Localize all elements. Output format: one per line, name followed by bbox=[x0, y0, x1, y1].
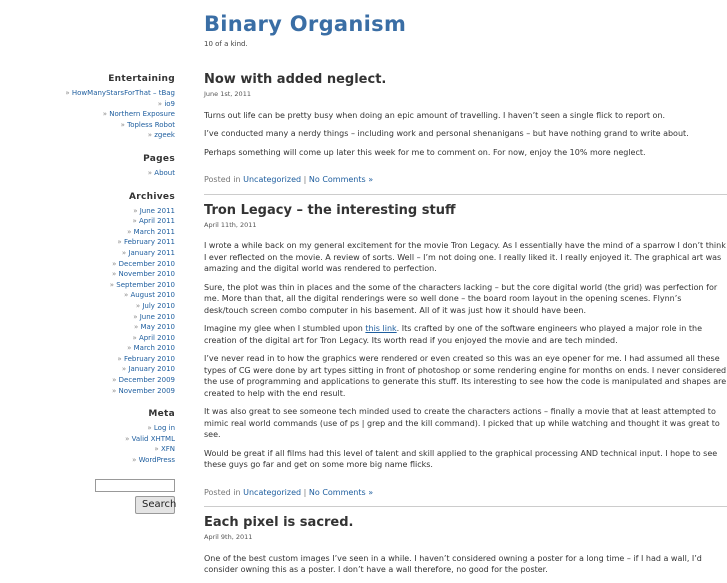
blogroll-link[interactable]: HowManyStarsForThat – tBag bbox=[71, 89, 175, 97]
blogroll-link[interactable]: zgeek bbox=[154, 131, 175, 140]
archive-link[interactable]: September 2010 bbox=[116, 280, 175, 289]
entertaining-heading: Entertaining bbox=[108, 74, 175, 84]
list-item: » May 2010 bbox=[133, 323, 175, 332]
blogroll-link[interactable]: Northern Exposure bbox=[109, 110, 175, 119]
meta-separator: | bbox=[303, 487, 307, 497]
list-item: » April 2011 bbox=[132, 217, 175, 226]
blogroll-link[interactable]: io9 bbox=[164, 99, 175, 108]
archive-link[interactable]: January 2011 bbox=[128, 248, 175, 257]
list-item: » November 2010 bbox=[112, 270, 175, 279]
archive-link[interactable]: June 2011 bbox=[139, 206, 175, 215]
post-date: April 9th, 2011 bbox=[204, 533, 253, 541]
category-link[interactable]: Uncategorized bbox=[243, 487, 302, 497]
post bbox=[204, 515, 727, 576]
post-paragraph: One of the best custom images I’ve seen in a while. I haven’t considered owning a poster for a long time – if I had a wall, I’d consider owning this as a poster. I don’t have a wall therefore, no good for the poster. bbox=[204, 553, 702, 574]
list-item: » io9 bbox=[157, 99, 175, 108]
site-tagline: 10 of a kind. bbox=[204, 40, 248, 48]
archive-link[interactable]: March 2011 bbox=[133, 227, 175, 236]
list-item: » July 2010 bbox=[135, 301, 175, 310]
list-item: » March 2010 bbox=[127, 344, 175, 353]
list-item: » April 2010 bbox=[132, 333, 175, 342]
post-paragraph: I’ve conducted many a nerdy things – including work and personal shenanigans – but have nothing grand to write about. bbox=[204, 129, 689, 138]
archive-link[interactable]: June 2010 bbox=[139, 312, 175, 321]
archive-link[interactable]: November 2010 bbox=[118, 270, 175, 279]
list-item: » August 2010 bbox=[123, 291, 175, 300]
post-date: April 11th, 2011 bbox=[204, 220, 257, 229]
post-paragraph bbox=[204, 323, 727, 346]
list-item: » December 2009 bbox=[112, 376, 175, 385]
archive-link[interactable]: December 2010 bbox=[118, 259, 175, 268]
sidebar bbox=[0, 74, 175, 514]
archive-link[interactable]: April 2010 bbox=[138, 333, 175, 342]
archive-link[interactable]: March 2010 bbox=[133, 344, 175, 353]
archives-list bbox=[0, 206, 175, 397]
site-header bbox=[204, 12, 406, 48]
site-title-link[interactable]: Binary Organism bbox=[204, 12, 407, 36]
list-item: » September 2010 bbox=[109, 280, 175, 289]
list-item: » Valid XHTML bbox=[125, 434, 175, 443]
wordpress-link[interactable]: WordPress bbox=[138, 456, 175, 465]
post bbox=[204, 72, 727, 186]
list-item: » February 2011 bbox=[117, 238, 175, 247]
list-item: » zgeek bbox=[147, 131, 175, 140]
post-title-link[interactable]: Each pixel is sacred. bbox=[204, 515, 354, 530]
comments-link[interactable]: No Comments » bbox=[308, 175, 374, 184]
list-item: » Log in bbox=[147, 424, 175, 433]
list-item: » March 2011 bbox=[127, 227, 175, 236]
post-paragraph: Turns out life can be pretty busy when doing an epic amount of travelling. I haven’t seen a single flick to report on. bbox=[204, 110, 666, 120]
list-item: » November 2009 bbox=[112, 386, 175, 395]
archive-link[interactable]: February 2010 bbox=[123, 354, 175, 363]
list-item: » January 2010 bbox=[121, 365, 175, 374]
list-item: » June 2011 bbox=[133, 206, 175, 215]
list-item: » February 2010 bbox=[117, 354, 175, 363]
list-item: » About bbox=[147, 168, 175, 177]
post-paragraph: I wrote a while back on my general excitement for the movie Tron Legacy. As I essentially have the mind of a sparrow I don’t think I ever reflected on the movie. A review of sorts. Well – I’m not doing one. I really liked it. I really enjoyed it. The graphical art was amazing and the digital world was rendered to perfection. bbox=[204, 241, 726, 273]
paragraph-text: . Its crafted by one of the software engineers who played a major role in the creation of the digital art for Tron Legacy. Its worth read if you enjoyed the movie and are tech minded. bbox=[204, 324, 703, 345]
valid-xhtml-link[interactable]: Valid XHTML bbox=[131, 434, 175, 443]
pages-list bbox=[0, 168, 175, 179]
archive-link[interactable]: August 2010 bbox=[130, 291, 175, 300]
pages-heading: Pages bbox=[143, 153, 175, 164]
comments-link[interactable]: No Comments » bbox=[308, 487, 374, 497]
archive-link[interactable]: February 2011 bbox=[123, 238, 175, 247]
list-item: » December 2010 bbox=[112, 259, 175, 268]
search-input[interactable] bbox=[95, 479, 175, 492]
post-divider bbox=[204, 194, 727, 195]
list-item: » HowManyStarsForThat – tBag bbox=[65, 89, 175, 97]
paragraph-text: Imagine my glee when I stumbled upon bbox=[204, 324, 366, 333]
post-date: June 1st, 2011 bbox=[204, 90, 251, 98]
posted-in-label: Posted in bbox=[204, 487, 241, 497]
archive-link[interactable]: May 2010 bbox=[140, 323, 175, 332]
this-link[interactable]: this link bbox=[365, 324, 397, 333]
main-content bbox=[204, 72, 727, 583]
meta-separator: | bbox=[303, 175, 307, 184]
entertaining-list bbox=[0, 88, 175, 141]
post-paragraph: I’ve never read in to how the graphics were rendered or even created so this was an eye opener for me. I had assumed all these types of CG were done by art types sitting in front of photoshop or some rendering engine for months on ends. I never considered the use of programming and applications to generate this stuff. Its interesting to see how the code is manipulated and shapes are created to help with the end result. bbox=[204, 354, 727, 398]
list-item: » Northern Exposure bbox=[102, 110, 175, 119]
list-item: » WordPress bbox=[132, 456, 175, 465]
page-link-about[interactable]: About bbox=[154, 168, 175, 177]
list-item: » January 2011 bbox=[121, 248, 175, 257]
post-paragraph: It was also great to see someone tech minded used to create the characters actions – finally a movie that at least attempted to mimic real world commands (use of ps | grep and the kill command). I picked that up while watching and thought it was great to see. bbox=[204, 407, 720, 439]
list-item: » XFN bbox=[154, 445, 175, 454]
meta-list bbox=[0, 423, 175, 465]
post-paragraph: Sure, the plot was thin in places and the some of the characters lacking – but the core digital world (the grid) was perfection for me. More than that, all the digital renderings were so well done – the board room layout in the opening scenes. Flynn’s desk/touch screen combo computer in his basement. All of it was just how it should have been. bbox=[204, 282, 718, 315]
search-form bbox=[0, 479, 175, 514]
post-title-link[interactable]: Now with added neglect. bbox=[204, 72, 387, 87]
archive-link[interactable]: April 2011 bbox=[138, 217, 175, 226]
post-title-link[interactable]: Tron Legacy – the interesting stuff bbox=[204, 202, 456, 218]
posted-in-label: Posted in bbox=[204, 175, 241, 184]
list-item: » Topless Robot bbox=[120, 120, 175, 129]
archive-link[interactable]: November 2009 bbox=[118, 386, 175, 395]
post-paragraph: Would be great if all films had this level of talent and skill applied to the graphical processing AND technical input. I hope to see these guys go far and get on some more big name flicks. bbox=[204, 448, 718, 469]
archive-link[interactable]: July 2010 bbox=[142, 301, 175, 310]
login-link[interactable]: Log in bbox=[153, 424, 175, 433]
archive-link[interactable]: January 2010 bbox=[128, 365, 175, 374]
meta-heading: Meta bbox=[148, 409, 175, 420]
archives-heading: Archives bbox=[129, 191, 175, 202]
category-link[interactable]: Uncategorized bbox=[243, 175, 302, 184]
list-item: » June 2010 bbox=[133, 312, 175, 321]
post-meta bbox=[204, 487, 727, 499]
xfn-link[interactable]: XFN bbox=[160, 445, 175, 454]
archive-link[interactable]: December 2009 bbox=[118, 376, 175, 385]
search-button[interactable]: Search bbox=[135, 496, 175, 514]
post-divider bbox=[204, 506, 727, 507]
post-paragraph: Perhaps something will come up later this week for me to comment on. For now, enjoy the 10% more neglect. bbox=[204, 147, 646, 157]
blogroll-link[interactable]: Topless Robot bbox=[127, 120, 175, 129]
post-meta bbox=[204, 174, 727, 186]
post bbox=[204, 203, 727, 499]
